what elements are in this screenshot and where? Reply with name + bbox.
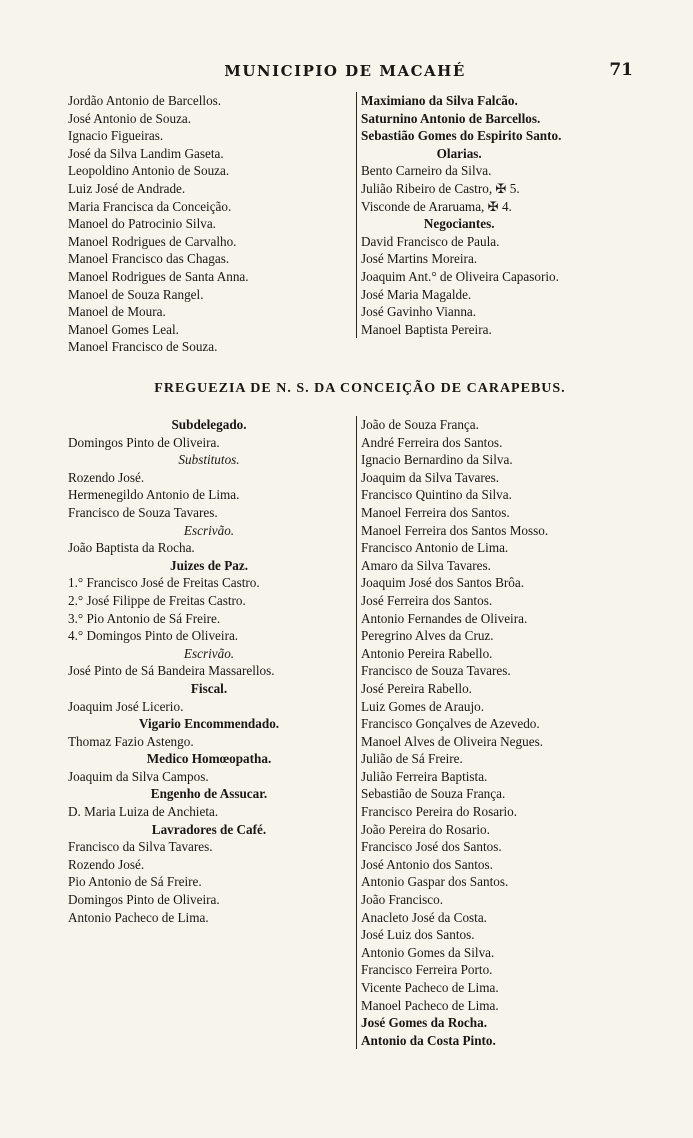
list-item: Antonio da Costa Pinto. [361,1032,496,1048]
substituto-item: Francisco de Souza Tavares. [68,504,218,520]
running-title: MUNICIPIO DE MACAHÉ [224,62,466,80]
olarias-heading: Olarias. [436,145,482,161]
lavrador-item: Rozendo José. [68,856,145,872]
list-item: José Gomes da Rocha. [361,1015,488,1031]
olarias-list [357,162,561,215]
juizes-heading: Juizes de Paz. [169,557,248,573]
list-item: Francisco José dos Santos. [361,839,502,855]
negociante-item: Joaquim Ant.° de Oliveira Capasorio. [361,268,559,284]
list-item: João Francisco. [361,892,444,908]
section-title: FREGUEZIA DE N. S. DA CONCEIÇÃO DE CARAPEBUS. [154,381,566,396]
lavrador-item: Pio Antonio de Sá Freire. [68,874,202,890]
list-item: José Pereira Rabello. [361,680,472,696]
list-item: Saturnino Antonio de Barcellos. [361,110,541,126]
vigario-heading: Vigario Encommendado. [138,716,280,732]
list-item: Manoel Rodrigues de Santa Anna. [68,268,249,284]
list-item: Francisco Ferreira Porto. [361,962,493,978]
olaria-item: Bento Carneiro da Silva. [361,163,492,179]
list-item: Joaquim José dos Santos Brôa. [361,575,525,591]
substitutos-heading: Substitutos. [178,452,240,468]
escrivao-heading-2: Escrivão. [183,645,235,661]
list-item: André Ferreira dos Santos. [361,434,503,450]
top-left-list [68,92,249,356]
fiscal-name: Joaquim José Licerio. [68,698,184,714]
list-item: Antonio Gomes da Silva. [361,944,495,960]
list-item: Manoel Ferreira dos Santos. [361,504,510,520]
list-item: José Ferreira dos Santos. [361,592,493,608]
engenho-name: D. Maria Luiza de Anchieta. [68,804,219,820]
list-item: Anacleto José da Costa. [361,909,487,925]
top-left-column [68,92,249,356]
list-item: José Antonio de Souza. [68,110,192,126]
negociante-item: José Gavinho Vianna. [361,304,477,320]
escrivao-name-2: José Pinto de Sá Bandeira Massarellos. [68,663,275,679]
list-item: Sebastião Gomes do Espirito Santo. [361,128,562,144]
list-item: Sebastião de Souza França. [361,786,506,802]
list-item: Francisco Gonçalves de Azevedo. [361,716,540,732]
list-item: Joaquim da Silva Tavares. [361,469,500,485]
list-item: Manoel Pacheco de Lima. [361,997,499,1013]
substitutos-list [68,469,350,522]
escrivao-name-1: João Baptista da Rocha. [68,540,195,556]
engenho-heading: Engenho de Assucar. [150,786,268,802]
list-item: Ignacio Bernardino da Silva. [361,452,513,468]
juiz-item: 2.° José Filippe de Freitas Castro. [68,592,246,608]
list-item: Luiz Gomes de Araujo. [361,698,485,714]
list-item: João Pereira do Rosario. [361,821,490,837]
negociante-item: David Francisco de Paula. [361,233,500,249]
subdelegado-name: Domingos Pinto de Oliveira. [68,434,220,450]
negociante-item: Manoel Baptista Pereira. [361,321,492,337]
list-item: Manoel Alves de Oliveira Negues. [361,733,544,749]
top-right-list [357,92,561,145]
list-item: Manoel de Souza Rangel. [68,286,204,302]
list-item: João de Souza França. [361,417,479,432]
list-item: Amaro da Silva Tavares. [361,557,491,573]
freguezia-right-column [356,416,548,1049]
negociante-item: José Maria Magalde. [361,286,472,302]
list-item: Jordão Antonio de Barcellos. [68,93,222,108]
juizes-list [68,574,350,644]
subdelegado-heading: Subdelegado. [171,417,247,432]
list-item: Vicente Pacheco de Lima. [361,980,499,995]
freguezia-right-list [357,416,548,1049]
list-item: Julião Ferreira Baptista. [361,768,488,784]
list-item: Leopoldino Antonio de Souza. [68,163,230,179]
list-item: Francisco Antonio de Lima. [361,540,509,556]
lavrador-item: Domingos Pinto de Oliveira. [68,892,220,908]
lavrador-item: Antonio Pacheco de Lima. [68,909,209,925]
substituto-item: Rozendo José. [68,469,145,485]
substituto-item: Hermenegildo Antonio de Lima. [68,487,240,503]
juiz-item: 3.° Pio Antonio de Sá Freire. [68,610,221,626]
olaria-item: Julião Ribeiro de Castro, ✠ 5. [361,180,520,196]
list-item: José Antonio dos Santos. [361,856,493,872]
olaria-item: Visconde de Araruama, ✠ 4. [361,198,512,214]
negociantes-heading: Negociantes. [423,216,495,232]
negociante-item: José Martins Moreira. [361,251,478,267]
medico-heading: Medico Homœopatha. [146,751,272,767]
list-item: Manoel Francisco das Chagas. [68,251,230,267]
negociantes-list [357,233,561,339]
list-item: Manoel de Moura. [68,304,166,320]
list-item: José da Silva Landim Gaseta. [68,145,224,161]
list-item: Peregrino Alves da Cruz. [361,628,494,644]
top-right-column [356,92,561,338]
medico-name: Joaquim da Silva Campos. [68,768,209,784]
list-item: Manoel Ferreira dos Santos Mosso. [361,522,549,538]
list-item: Manoel do Patrocinio Silva. [68,216,216,232]
lavradores-heading: Lavradores de Café. [151,821,267,837]
list-item: Manoel Gomes Leal. [68,321,179,337]
vigario-name: Thomaz Fazio Astengo. [68,733,194,749]
freguezia-left-column [68,416,350,926]
list-item: Francisco Quintino da Silva. [361,487,512,503]
list-item: Manoel Francisco de Souza. [68,339,218,355]
lavrador-item: Francisco da Silva Tavares. [68,839,213,855]
list-item: Francisco Pereira do Rosario. [361,804,518,820]
juiz-item: 1.° Francisco José de Freitas Castro. [68,575,260,591]
list-item: Francisco de Souza Tavares. [361,663,511,679]
page-number: 71 [609,60,633,80]
list-item: Ignacio Figueiras. [68,128,164,144]
juiz-item: 4.° Domingos Pinto de Oliveira. [68,628,239,644]
list-item: Manoel Rodrigues de Carvalho. [68,233,237,249]
list-item: Julião de Sá Freire. [361,751,463,767]
list-item: Antonio Pereira Rabello. [361,645,493,661]
list-item: Luiz José de Andrade. [68,180,186,196]
fiscal-heading: Fiscal. [190,680,228,696]
lavradores-list [68,838,350,926]
escrivao-heading-1: Escrivão. [183,522,235,538]
list-item: Antonio Gaspar dos Santos. [361,874,509,890]
list-item: Antonio Fernandes de Oliveira. [361,610,528,626]
list-item: José Luiz dos Santos. [361,927,475,943]
list-item: Maria Francisca da Conceição. [68,198,232,214]
list-item: Maximiano da Silva Falcão. [361,93,518,108]
